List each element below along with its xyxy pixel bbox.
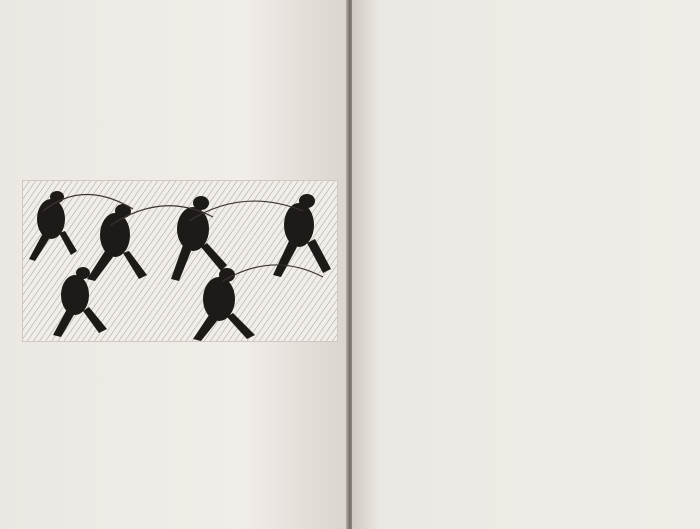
right-page (352, 0, 700, 529)
illustration-hunters (22, 180, 338, 342)
left-page (0, 0, 348, 529)
